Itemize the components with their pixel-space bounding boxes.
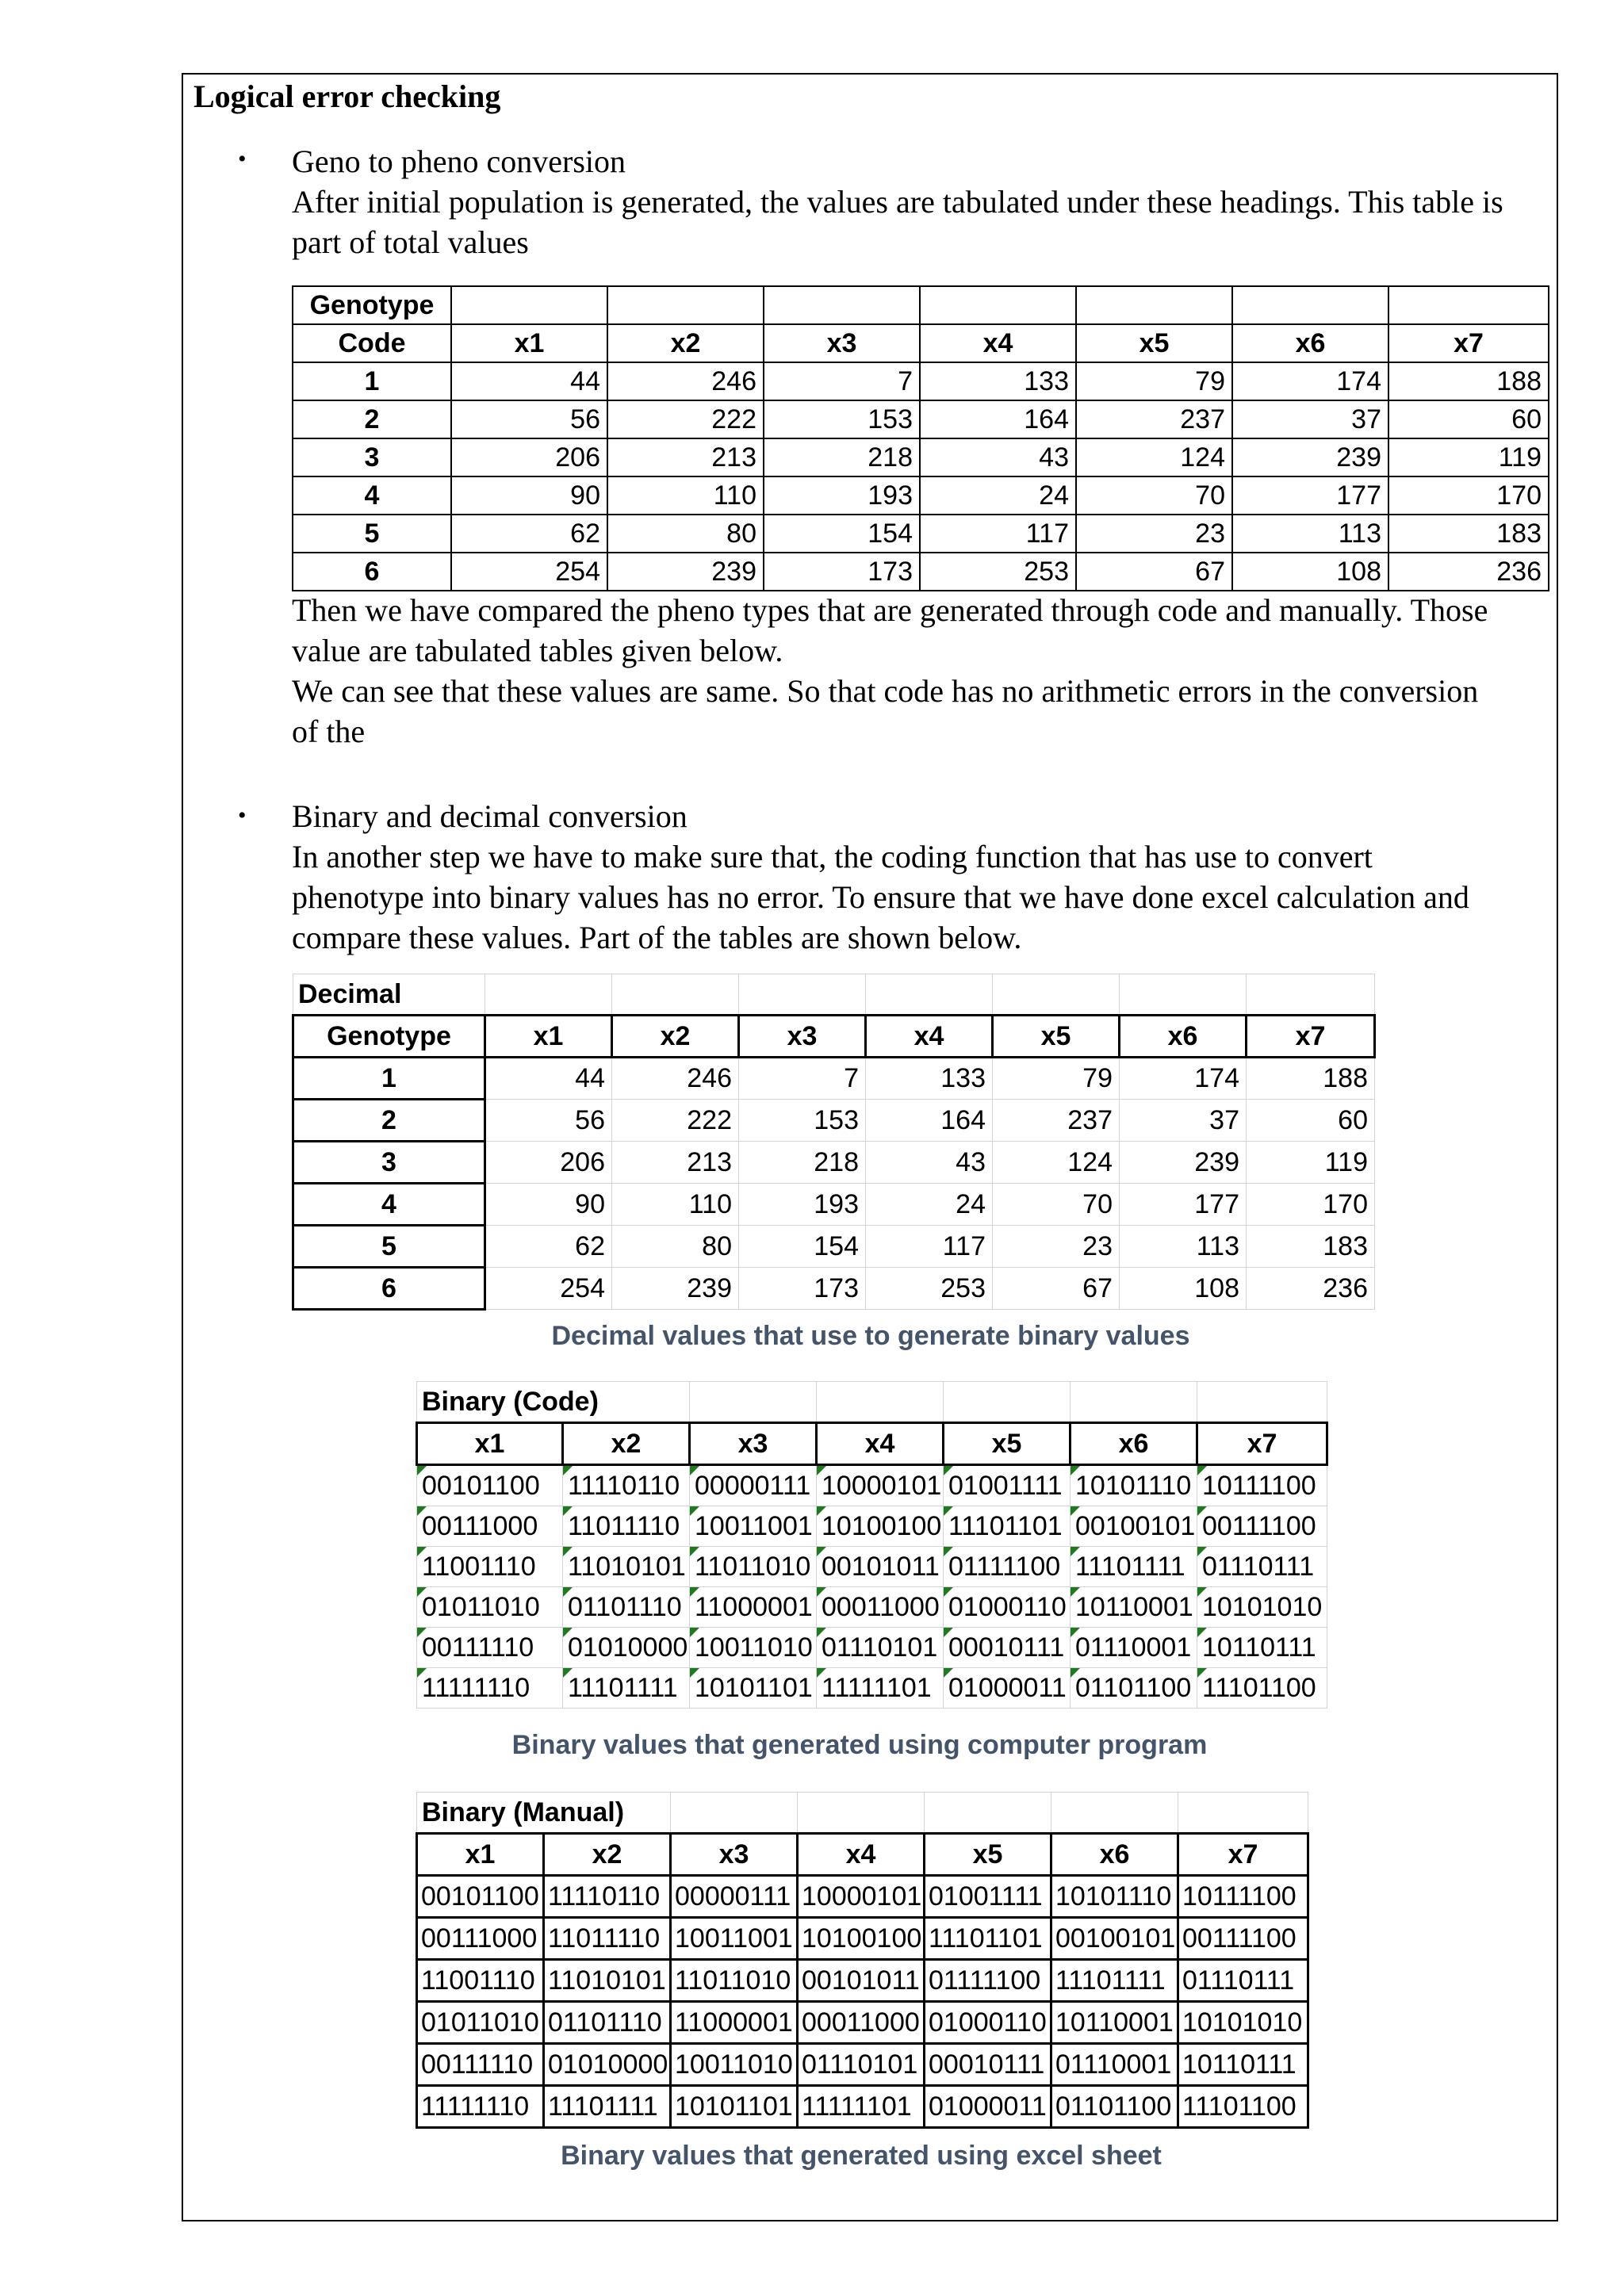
table-row [417,1587,1327,1628]
binary-cell: 10101110 [1051,1876,1178,1918]
table-row [417,1506,1327,1547]
column-header: x2 [563,1423,690,1465]
value-cell: 113 [1120,1226,1247,1268]
value-cell: 183 [1247,1226,1375,1268]
binary-cell: 00010111 [925,2044,1051,2086]
value-cell: 222 [607,400,764,438]
binary-cell: 11111110 [417,2086,544,2128]
value-cell: 70 [993,1184,1120,1226]
column-header: x2 [607,324,764,362]
value-cell: 108 [1120,1268,1247,1310]
genotype-code-cell: 2 [293,1100,485,1142]
table-row [293,553,1549,591]
value-cell: 79 [1076,362,1232,400]
binary-cell: 00100101 [1071,1506,1197,1547]
binary-cell: 10011010 [690,1628,817,1668]
value-cell: 119 [1247,1142,1375,1184]
table-row [293,1184,1375,1226]
value-cell: 44 [485,1058,612,1100]
binary-cell: 10101010 [1197,1587,1327,1628]
binary-cell: 11011010 [690,1547,817,1587]
binary-decimal-title: Binary and decimal conversion [292,798,688,834]
value-cell: 188 [1388,362,1549,400]
geno-pheno-intro-line: part of total values [292,224,529,260]
binary-cell: 10011010 [671,2044,798,2086]
value-cell: 213 [612,1142,739,1184]
column-header: x1 [451,324,607,362]
binary-cell: 00111100 [1197,1506,1327,1547]
binary-cell: 00000111 [690,1465,817,1506]
binary-cell: 10110111 [1178,2044,1308,2086]
binary-cell: 11110110 [563,1465,690,1506]
value-cell: 80 [607,515,764,553]
column-header: x4 [817,1423,944,1465]
value-cell: 218 [739,1142,866,1184]
binary-cell: 01101100 [1051,2086,1178,2128]
binary-cell: 11111101 [798,2086,925,2128]
value-cell: 117 [866,1226,993,1268]
binary-cell: 11011010 [671,1960,798,2002]
binary-cell: 10110111 [1197,1628,1327,1668]
column-header: x3 [690,1423,817,1465]
binary-cell: 11011110 [563,1506,690,1547]
value-cell: 213 [607,438,764,476]
bullet-geno-pheno: • [238,146,247,172]
comparison-line: value are tabulated tables given below. [292,633,783,668]
binary-cell: 01101110 [544,2002,671,2044]
value-cell: 153 [764,400,920,438]
table-header-row [293,1016,1375,1058]
value-cell: 254 [485,1268,612,1310]
binary-cell: 11010101 [563,1547,690,1587]
value-cell: 133 [866,1058,993,1100]
comparison-line: We can see that these values are same. So that code has no arithmetic errors in the conversion [292,673,1479,709]
value-cell: 24 [866,1184,993,1226]
value-cell: 236 [1388,553,1549,591]
value-cell: 60 [1247,1100,1375,1142]
geno-pheno-title: Geno to pheno conversion [292,144,626,179]
value-cell: 173 [739,1268,866,1310]
binary-cell: 11101111 [563,1668,690,1709]
binary-cell: 10110001 [1071,1587,1197,1628]
value-cell: 62 [485,1226,612,1268]
binary-manual-table-caption: Binary values that generated using excel sheet [561,2141,1162,2171]
value-cell: 117 [920,515,1076,553]
binary-cell: 10101110 [1071,1465,1197,1506]
table-row [293,438,1549,476]
column-header: x5 [1076,324,1232,362]
value-cell: 239 [1232,438,1388,476]
value-cell: 110 [607,476,764,515]
binary-decimal-intro-line: phenotype into binary values has no error. To ensure that we have done excel calculation and [292,879,1469,915]
binary-cell: 10000101 [817,1465,944,1506]
binary-cell: 00101011 [817,1547,944,1587]
binary-cell: 11001110 [417,1547,563,1587]
section-heading: Logical error checking [193,78,501,114]
value-cell: 177 [1120,1184,1247,1226]
binary-decimal-intro-line: In another step we have to make sure that, the coding function that has use to convert [292,839,1373,874]
value-cell: 174 [1120,1058,1247,1100]
decimal-table-caption: Decimal values that use to generate binary values [551,1321,1190,1351]
value-cell: 236 [1247,1268,1375,1310]
value-cell: 164 [920,400,1076,438]
table-row [417,1960,1308,2002]
column-header: x7 [1178,1834,1308,1876]
table-title-row [417,1793,1308,1834]
table-row [417,2086,1308,2128]
comparison-text [292,590,1553,752]
column-header: x3 [739,1016,866,1058]
value-cell: 206 [451,438,607,476]
binary-cell: 01001111 [944,1465,1071,1506]
value-cell: 119 [1388,438,1549,476]
column-header: x6 [1232,324,1388,362]
table-row [293,362,1549,400]
binary-cell: 11101100 [1178,2086,1308,2128]
binary-cell: 10101101 [671,2086,798,2128]
genotype-code-cell: 1 [293,362,451,400]
genotype-code-cell: 5 [293,515,451,553]
value-cell: 90 [451,476,607,515]
column-header: x1 [417,1834,544,1876]
column-header: x3 [764,324,920,362]
value-cell: 23 [993,1226,1120,1268]
value-cell: 173 [764,553,920,591]
binary-cell: 01000011 [944,1668,1071,1709]
binary-cell: 00101011 [798,1960,925,2002]
binary-cell: 00111100 [1178,1918,1308,1960]
table-row [417,1876,1308,1918]
binary-cell: 01010000 [563,1628,690,1668]
value-cell: 154 [739,1226,866,1268]
bullet-binary-decimal: • [238,802,247,828]
table-title-row [293,974,1375,1016]
column-header: x6 [1120,1016,1247,1058]
value-cell: 60 [1388,400,1549,438]
value-cell: 239 [1120,1142,1247,1184]
value-cell: 80 [612,1226,739,1268]
table-row [293,515,1549,553]
binary-cell: 01111100 [944,1547,1071,1587]
column-header: x7 [1388,324,1549,362]
table-row [417,1918,1308,1960]
binary-cell: 11010101 [544,1960,671,2002]
column-header: x3 [671,1834,798,1876]
table-row [417,2044,1308,2086]
comparison-line: of the [292,714,366,749]
binary-cell: 10110001 [1051,2002,1178,2044]
table-row [293,1058,1375,1100]
binary-cell: 01000110 [944,1587,1071,1628]
decimal-table-title: Decimal [293,974,485,1016]
decimal-table [292,974,1376,1311]
value-cell: 254 [451,553,607,591]
binary-cell: 01101110 [563,1587,690,1628]
binary-cell: 11101100 [1197,1668,1327,1709]
binary-cell: 00101100 [417,1876,544,1918]
binary-cell: 11101111 [544,2086,671,2128]
value-cell: 37 [1232,400,1388,438]
binary-cell: 11101111 [1051,1960,1178,2002]
column-header: x2 [544,1834,671,1876]
value-cell: 56 [485,1100,612,1142]
binary-cell: 00011000 [817,1587,944,1628]
binary-decimal-intro-line: compare these values. Part of the tables are shown below. [292,920,1022,955]
column-header: x4 [920,324,1076,362]
binary-cell: 10000101 [798,1876,925,1918]
binary-cell: 00010111 [944,1628,1071,1668]
column-header: x6 [1071,1423,1197,1465]
column-header: x4 [866,1016,993,1058]
binary-cell: 00111000 [417,1506,563,1547]
binary-cell: 00111000 [417,1918,544,1960]
value-cell: 43 [866,1142,993,1184]
column-header: x5 [944,1423,1071,1465]
table-row [417,1465,1327,1506]
genotype-code-cell: 4 [293,1184,485,1226]
binary-cell: 11011110 [544,1918,671,1960]
binary-cell: 01110001 [1071,1628,1197,1668]
value-cell: 239 [612,1268,739,1310]
binary-cell: 10111100 [1197,1465,1327,1506]
genotype-code-cell: 5 [293,1226,485,1268]
binary-manual-table [416,1792,1309,2129]
value-cell: 23 [1076,515,1232,553]
value-cell: 218 [764,438,920,476]
table-row [417,1547,1327,1587]
value-cell: 79 [993,1058,1120,1100]
binary-cell: 00011000 [798,2002,925,2044]
value-cell: 170 [1388,476,1549,515]
value-cell: 67 [1076,553,1232,591]
table-row [293,476,1549,515]
value-cell: 56 [451,400,607,438]
binary-cell: 11000001 [690,1587,817,1628]
binary-cell: 00101100 [417,1465,563,1506]
value-cell: 70 [1076,476,1232,515]
genotype-code-cell: 4 [293,476,451,515]
table-row [417,2002,1308,2044]
value-cell: 124 [1076,438,1232,476]
comparison-line: Then we have compared the pheno types that are generated through code and manually. Those [292,592,1488,628]
binary-cell: 11111101 [817,1668,944,1709]
binary-cell: 01110001 [1051,2044,1178,2086]
value-cell: 253 [920,553,1076,591]
binary-cell: 01101100 [1071,1668,1197,1709]
binary-cell: 00111110 [417,2044,544,2086]
binary-cell: 01110101 [817,1628,944,1668]
binary-cell: 10101010 [1178,2002,1308,2044]
column-header: x6 [1051,1834,1178,1876]
table-row [417,1668,1327,1709]
binary-cell: 11101111 [1071,1547,1197,1587]
column-header: x1 [417,1423,563,1465]
binary-cell: 01110111 [1178,1960,1308,2002]
value-cell: 222 [612,1100,739,1142]
genotype-code-cell: 6 [293,553,451,591]
binary-manual-table-title: Binary (Manual) [417,1793,671,1834]
binary-code-table-title: Binary (Code) [417,1382,690,1423]
binary-cell: 10011001 [671,1918,798,1960]
column-header: x5 [925,1834,1051,1876]
binary-cell: 01000110 [925,2002,1051,2044]
column-header: x7 [1247,1016,1375,1058]
value-cell: 7 [739,1058,866,1100]
binary-cell: 00100101 [1051,1918,1178,1960]
value-cell: 237 [1076,400,1232,438]
value-cell: 193 [739,1184,866,1226]
value-cell: 206 [485,1142,612,1184]
value-cell: 237 [993,1100,1120,1142]
value-cell: 193 [764,476,920,515]
binary-code-table-caption: Binary values that generated using computer program [511,1730,1208,1760]
binary-cell: 00111110 [417,1628,563,1668]
genotype-code-cell: 6 [293,1268,485,1310]
value-cell: 7 [764,362,920,400]
genotype-code-cell: 3 [293,1142,485,1184]
column-header: x7 [1197,1423,1327,1465]
table-header-row [417,1423,1327,1465]
binary-cell: 01011010 [417,1587,563,1628]
column-header: x4 [798,1834,925,1876]
value-cell: 174 [1232,362,1388,400]
value-cell: 153 [739,1100,866,1142]
binary-cell: 10111100 [1178,1876,1308,1918]
genotype-code-table [292,285,1549,591]
binary-cell: 01111100 [925,1960,1051,2002]
value-cell: 108 [1232,553,1388,591]
binary-cell: 10100100 [817,1506,944,1547]
column-header: x5 [993,1016,1120,1058]
value-cell: 253 [866,1268,993,1310]
binary-cell: 11001110 [417,1960,544,2002]
column-header: x1 [485,1016,612,1058]
column-header: x2 [612,1016,739,1058]
binary-cell: 01011010 [417,2002,544,2044]
binary-cell: 01010000 [544,2044,671,2086]
genotype-label: Genotype [293,286,451,324]
binary-cell: 10101101 [690,1668,817,1709]
table-row [417,1628,1327,1668]
binary-cell: 10100100 [798,1918,925,1960]
value-cell: 37 [1120,1100,1247,1142]
value-cell: 90 [485,1184,612,1226]
binary-cell: 11101101 [925,1918,1051,1960]
binary-cell: 01110111 [1197,1547,1327,1587]
binary-cell: 01000011 [925,2086,1051,2128]
binary-code-table [416,1381,1328,1709]
table-title-row [417,1382,1327,1423]
table-header-row [417,1834,1308,1876]
table-row [293,286,1549,324]
value-cell: 239 [607,553,764,591]
geno-pheno-text [292,141,1553,262]
value-cell: 170 [1247,1184,1375,1226]
value-cell: 164 [866,1100,993,1142]
table-header-row [293,324,1549,362]
value-cell: 62 [451,515,607,553]
table-row [293,400,1549,438]
binary-cell: 01001111 [925,1876,1051,1918]
value-cell: 188 [1247,1058,1375,1100]
value-cell: 24 [920,476,1076,515]
value-cell: 183 [1388,515,1549,553]
genotype-header: Genotype [293,1016,485,1058]
binary-cell: 11111110 [417,1668,563,1709]
table-row [293,1268,1375,1310]
value-cell: 124 [993,1142,1120,1184]
value-cell: 154 [764,515,920,553]
geno-pheno-intro-line: After initial population is generated, the values are tabulated under these headings. This table is [292,184,1503,220]
genotype-code-cell: 2 [293,400,451,438]
value-cell: 44 [451,362,607,400]
binary-cell: 11000001 [671,2002,798,2044]
binary-cell: 10011001 [690,1506,817,1547]
value-cell: 113 [1232,515,1388,553]
code-label: Code [293,324,451,362]
table-row [293,1100,1375,1142]
value-cell: 177 [1232,476,1388,515]
value-cell: 133 [920,362,1076,400]
binary-cell: 11110110 [544,1876,671,1918]
table-row [293,1142,1375,1184]
binary-cell: 01110101 [798,2044,925,2086]
table-row [293,1226,1375,1268]
value-cell: 43 [920,438,1076,476]
value-cell: 110 [612,1184,739,1226]
value-cell: 246 [607,362,764,400]
value-cell: 246 [612,1058,739,1100]
genotype-code-cell: 3 [293,438,451,476]
binary-cell: 00000111 [671,1876,798,1918]
binary-cell: 11101101 [944,1506,1071,1547]
genotype-code-cell: 1 [293,1058,485,1100]
binary-decimal-text [292,796,1553,958]
value-cell: 67 [993,1268,1120,1310]
